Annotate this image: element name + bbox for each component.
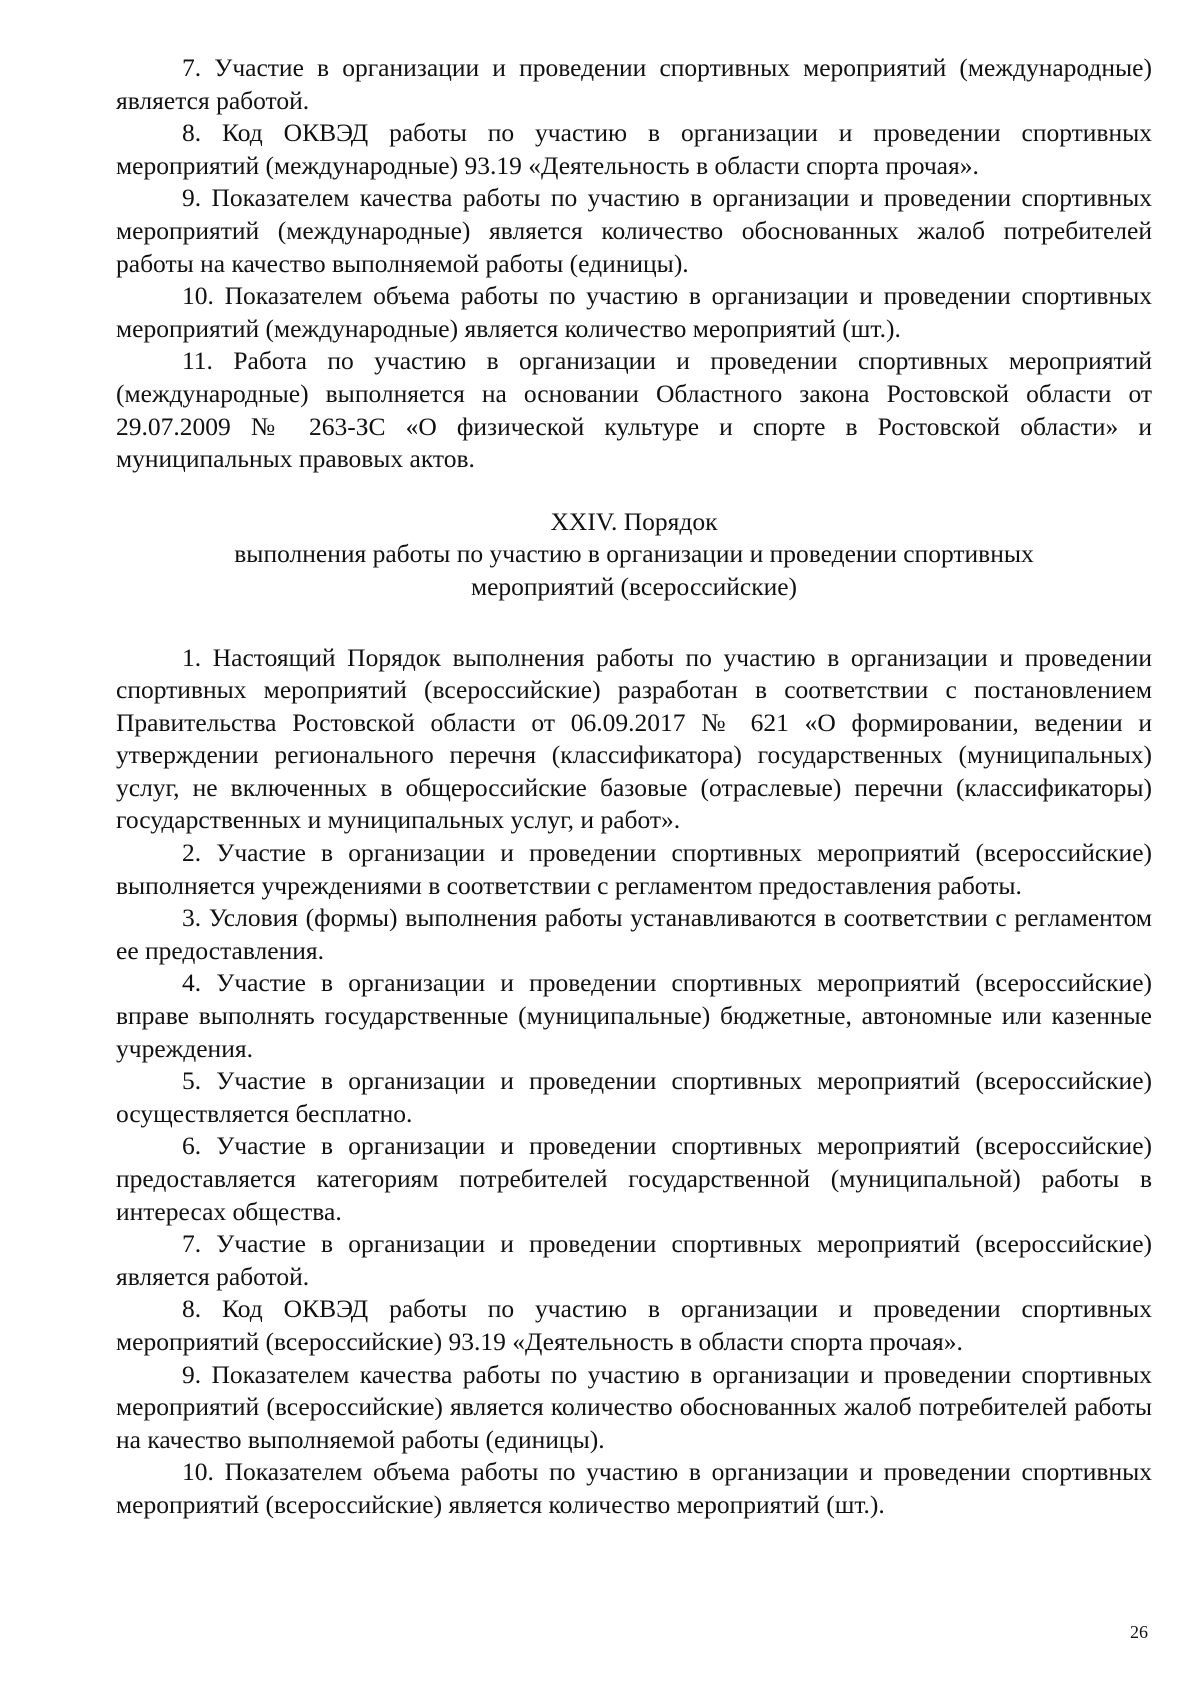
paragraph-10-all-russian: 10. Показателем объема работы по участию в организации и проведении спортивных мероприятий (всероссийские) является количество мероприятий (шт.). — [116, 1457, 1152, 1519]
page-number: 26 — [1130, 1622, 1148, 1642]
paragraph-6-all-russian: 6. Участие в организации и проведении спортивных мероприятий (всероссийские) предоставляется категориям потребителей государственной (муниципальной) работы в интересах общества. — [116, 1131, 1152, 1226]
paragraph-10-international: 10. Показателем объема работы по участию в организации и проведении спортивных мероприятий (международные) является количество мероприятий (шт.). — [116, 281, 1152, 343]
paragraph-5-all-russian: 5. Участие в организации и проведении спортивных мероприятий (всероссийские) осуществляется бесплатно. — [116, 1066, 1152, 1128]
section-paragraphs — [116, 642, 1152, 1522]
section-heading-subtitle-line-1: выполнения работы по участию в организации и проведении спортивных — [234, 539, 1034, 569]
section-heading-title: XXIV. Порядок — [550, 506, 718, 536]
paragraph-7-all-russian: 7. Участие в организации и проведении спортивных мероприятий (всероссийские) является работой. — [116, 1229, 1152, 1291]
paragraph-9-international: 9. Показателем качества работы по участию в организации и проведении спортивных мероприятий (международные) является количество обоснованных жалоб потребителей работы на качество выполняемой работы (единицы). — [116, 183, 1152, 278]
paragraph-7-international: 7. Участие в организации и проведении спортивных мероприятий (международные) является работой. — [116, 53, 1152, 115]
paragraph-9-all-russian: 9. Показателем качества работы по участию в организации и проведении спортивных мероприятий (всероссийские) является количество обоснованных жалоб потребителей работы на качество выполняемой работы (единицы). — [116, 1359, 1152, 1454]
section-heading-subtitle-line-2: мероприятий (всероссийские) — [470, 571, 798, 601]
paragraph-8-international: 8. Код ОКВЭД работы по участию в организации и проведении спортивных мероприятий (международные) 93.19 «Деятельность в области спорта прочая». — [116, 118, 1152, 180]
paragraph-1-all-russian: 1. Настоящий Порядок выполнения работы по участию в организации и проведении спортивных мероприятий (всероссийские) разработан в соответствии с постановлением Правительства Ростовской области от 06.09.2017 № 621 «О формировании, ведении и утверждении регионального перечня (классификатора) государственных (муниципальных) услуг, не включенных в общероссийские базовые (отраслевые) перечни (классификаторы) государственных и муниципальных услуг, и работ». — [116, 642, 1152, 835]
paragraph-8-all-russian: 8. Код ОКВЭД работы по участию в организации и проведении спортивных мероприятий (всероссийские) 93.19 «Деятельность в области спорта прочая». — [116, 1294, 1152, 1356]
section-heading — [116, 506, 1152, 604]
document-page — [116, 52, 1152, 1522]
paragraph-4-all-russian: 4. Участие в организации и проведении спортивных мероприятий (всероссийские) вправе выполнять государственные (муниципальные) бюджетные, автономные или казенные учреждения. — [116, 968, 1152, 1063]
paragraph-11-international: 11. Работа по участию в организации и проведении спортивных мероприятий (международные) выполняется на основании Областного закона Ростовской области от 29.07.2009 № 263-ЗС «О физической культуре и спорте в Ростовской области» и муниципальных правовых актов. — [116, 346, 1152, 474]
top-paragraphs — [116, 52, 1152, 476]
paragraph-3-all-russian: 3. Условия (формы) выполнения работы устанавливаются в соответствии с регламентом ее предоставления. — [116, 903, 1152, 965]
paragraph-2-all-russian: 2. Участие в организации и проведении спортивных мероприятий (всероссийские) выполняется учреждениями в соответствии с регламентом предоставления работы. — [116, 838, 1152, 900]
